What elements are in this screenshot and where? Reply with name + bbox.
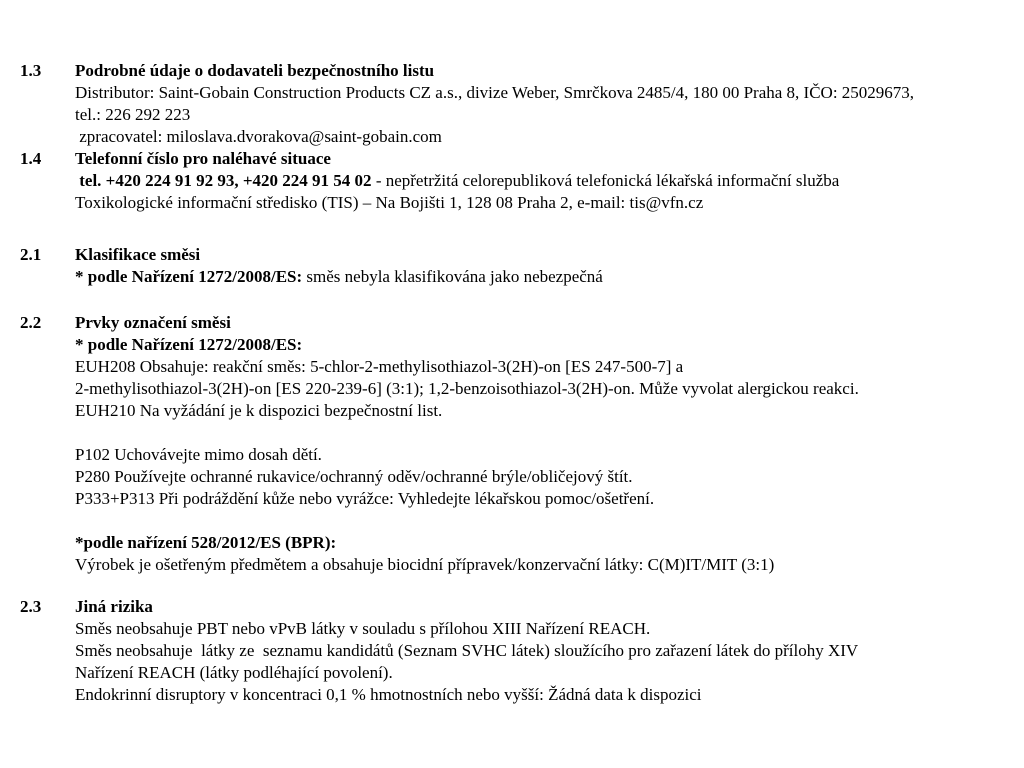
text-run: Nařízení REACH (látky podléhající povolení).: [75, 663, 393, 682]
text-line: [75, 126, 1024, 148]
text-run: 2-methylisothiazol-3(2H)-on [ES 220-239-6] (3:1); 1,2-benzoisothiazol-3(2H)-on. Může vyvolat alergickou reakci.: [75, 379, 859, 398]
section-number: 2.3: [20, 597, 42, 616]
blank-line: [75, 510, 1024, 532]
text-line: [75, 82, 1024, 104]
text-run: Směs neobsahuje látky ze seznamu kandidátů (Seznam SVHC látek) sloužícího pro zařazení látek do přílohy XIV: [75, 641, 859, 660]
bold-text-run: *podle nařízení 528/2012/ES (BPR):: [75, 533, 337, 552]
text-line: [75, 400, 1024, 422]
text-line: [75, 532, 1024, 554]
text-line: [75, 466, 1024, 488]
text-line: [75, 266, 1024, 288]
blank-line: [75, 422, 1024, 444]
section-body: [75, 148, 1024, 214]
text-line: [75, 554, 1024, 576]
text-line: [75, 192, 1024, 214]
text-run: - nepřetržitá celorepubliková telefonická lékařská informační služba: [371, 171, 840, 190]
section-title: Klasifikace směsi: [75, 245, 201, 264]
section-number: 1.4: [20, 149, 42, 168]
text-line: [75, 684, 1024, 706]
section-number: 2.2: [20, 313, 42, 332]
section-number: 1.3: [20, 61, 42, 80]
text-run: Výrobek je ošetřeným předmětem a obsahuje biocidní přípravek/konzervační látky: C(M)IT/MIT (3:1): [75, 555, 775, 574]
text-run: P333+P313 Při podráždění kůže nebo vyrážce: Vyhledejte lékařskou pomoc/ošetření.: [75, 489, 655, 508]
bold-text-run: tel. +420 224 91 92 93, +420 224 91 54 02: [75, 171, 372, 190]
text-line: [75, 618, 1024, 640]
text-run: EUH210 Na vyžádání je k dispozici bezpečnostní list.: [75, 401, 443, 420]
section-title: Podrobné údaje o dodavateli bezpečnostního listu: [75, 61, 435, 80]
bold-text-run: * podle Nařízení 1272/2008/ES:: [75, 335, 303, 354]
text-run: Endokrinní disruptory v koncentraci 0,1 % hmotnostních nebo vyšší: Žádná data k dispozici: [75, 685, 702, 704]
text-line: [75, 356, 1024, 378]
text-run: Směs neobsahuje PBT nebo vPvB látky v souladu s přílohou XIII Nařízení REACH.: [75, 619, 651, 638]
section-1-3: [20, 60, 1024, 148]
text-run: směs nebyla klasifikována jako nebezpečná: [302, 267, 603, 286]
text-line: [75, 378, 1024, 400]
section-number: 2.1: [20, 245, 42, 264]
text-line: [75, 104, 1024, 126]
text-run: Toxikologické informační středisko (TIS) – Na Bojišti 1, 128 08 Praha 2, e-mail: tis@vfn.cz: [75, 193, 704, 212]
text-line: [75, 334, 1024, 356]
text-run: Distributor: Saint-Gobain Construction Products CZ a.s., divize Weber, Smrčkova 2485/4, 180 00 Praha 8, IČO: 25029673,: [75, 83, 915, 102]
section-body: [75, 312, 1024, 576]
section-2-1: [20, 244, 1024, 288]
section-2-3: [20, 596, 1024, 706]
text-line: [75, 640, 1024, 662]
section-body: [75, 244, 1024, 288]
section-2-2: [20, 312, 1024, 576]
section-body: [75, 596, 1024, 706]
text-line: [75, 488, 1024, 510]
text-run: P102 Uchovávejte mimo dosah dětí.: [75, 445, 322, 464]
section-1-4: [20, 148, 1024, 214]
text-run: tel.: 226 292 223: [75, 105, 191, 124]
section-title: Jiná rizika: [75, 597, 153, 616]
text-line: [75, 662, 1024, 684]
section-title: Telefonní číslo pro naléhavé situace: [75, 149, 331, 168]
text-run: P280 Používejte ochranné rukavice/ochranný oděv/ochranné brýle/obličejový štít.: [75, 467, 633, 486]
text-run: zpracovatel: miloslava.dvorakova@saint-gobain.com: [75, 127, 442, 146]
bold-text-run: * podle Nařízení 1272/2008/ES:: [75, 267, 303, 286]
section-body: [75, 60, 1024, 148]
text-run: EUH208 Obsahuje: reakční směs: 5-chlor-2-methylisothiazol-3(2H)-on [ES 247-500-7] a: [75, 357, 684, 376]
text-line: [75, 170, 1024, 192]
section-title: Prvky označení směsi: [75, 313, 231, 332]
text-line: [75, 444, 1024, 466]
